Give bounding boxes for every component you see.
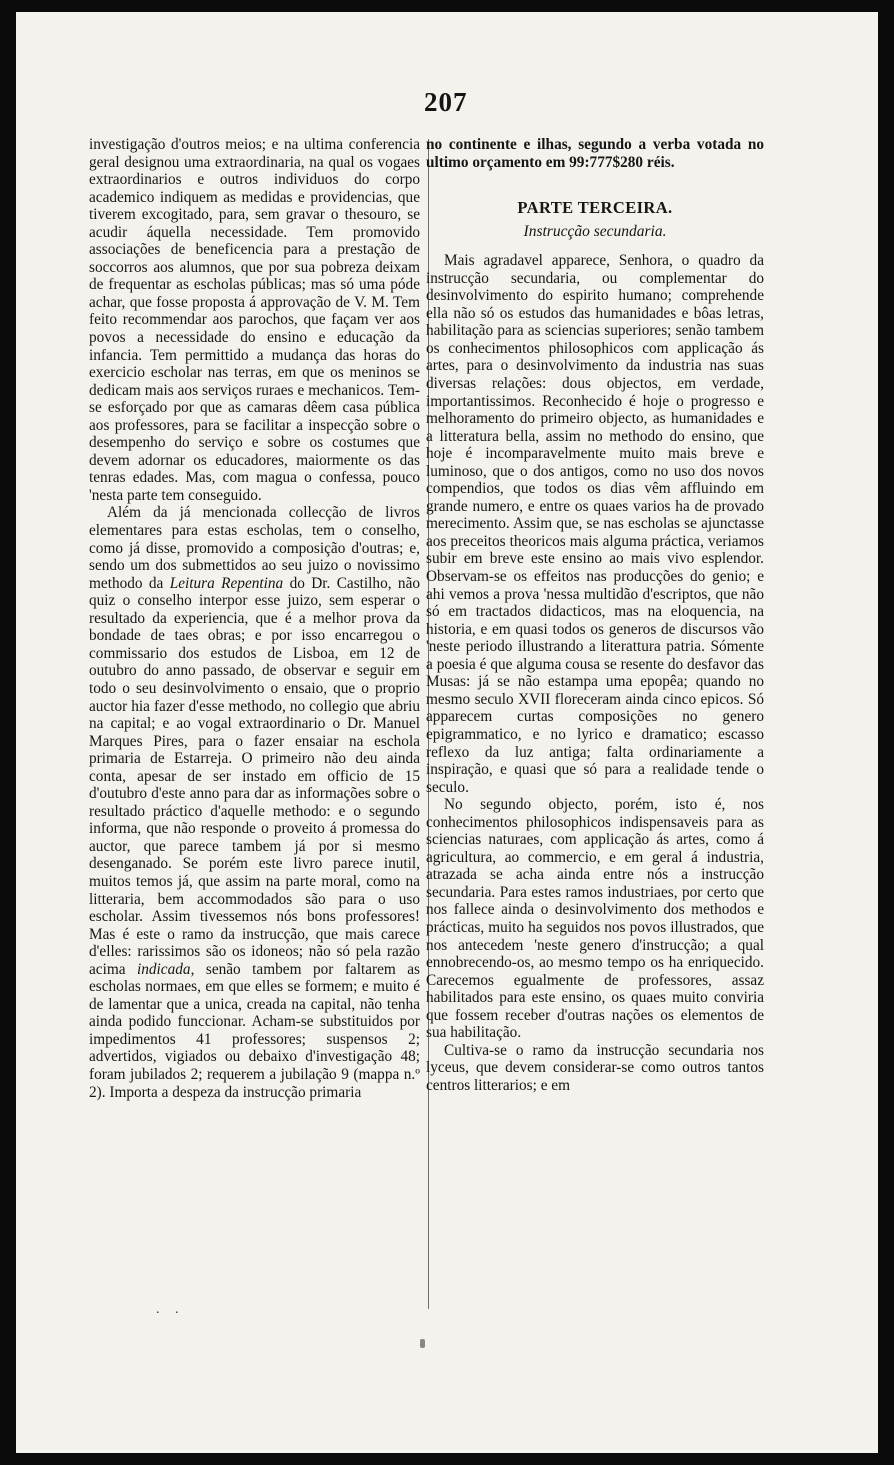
book-title-leitura-repentina: Leitura Repentina [169, 574, 284, 592]
section-subtitle: Instrucção secundaria. [523, 222, 667, 240]
left-column [89, 136, 420, 1101]
left-paragraph-2 [89, 504, 420, 1101]
left-paragraph-1: investigação d'outros meios; e na ultima conferencia geral designou uma extraordinaria, na qual os vogaes extraordinarios e outros individuos do corpo academico indiquem as medidas e providencias, que tiverem excogitado, para, sem gravar o thesouro, se acudir áquella necessidade. Tem promovido associações de beneficencia para a prestação de soccorros aos alumnos, que por sua pobreza deixam de frequentar as escholas públicas; mas só uma póde achar, que fosse proposta á approvação de V. M. Tem feito recommendar aos parochos, que façam ver aos povos a necessidade do ensino e educação da infancia. Tem permittido a mudança das horas do exercicio escholar nas terras, em que os meninos se dedicam mais aos serviços ruraes e mechanicos. Tem-se esforçado por que as camaras dêem casa pública aos professores, para se facilitar a inspecção sobre o desempenho do serviço e sobre os costumes que devem adornar os educadores, maiormente os das tenras edades. Mas, com magua o confessa, pouco 'nesta parte tem conseguido. [89, 136, 420, 504]
page-number: 207 [424, 87, 468, 117]
right-column [426, 136, 764, 1094]
italic-indicada: indicada [137, 960, 191, 978]
document-page [16, 12, 878, 1453]
right-paragraph-1: Mais agradavel apparece, Senhora, o quadro da instrucção secundaria, ou complementar do desinvolvimento do espirito humano; comprehende ella não só os estudos das humanidades e bôas letras, habilitação para as sciencias superiores; senão tambem os conhecimentos philosophicos com applicação ás artes, para o desinvolvimento da industria nas suas diversas relações: dous objectos, em verdade, importantissimos. Reconhecido é hoje o progresso e melhoramento do primeiro objecto, as humanidades e a litteratura bella, assim no methodo do ensino, que hoje é incomparavelmente muito mais breve e luminoso, que o dos antigos, como no uso dos novos compendios, que todos os dias vêm affluindo em grande numero, e entre os quaes varios ha de provado merecimento. Assim que, se nas escholas se ajunctasse aos preceitos theoricos mais alguma práctica, veriamos subir em breve este ensino ao mais vivo esplendor. Observam-se os effeitos nas producções do genio; e ahi vemos a prova 'nessa multidão d'escriptos, que não só em tractados didacticos, mas na eloquencia, na historia, e em quasi todos os generos de discursos vão 'neste periodo illustrando a literattura patria. Sómente a poesia é que alguma cousa se resente do desfavor das Musas: já se não estampa uma epopêa; quando no mesmo seculo XVII floreceram ainda cinco epicos. Só apparecem curtas composições no genero epigrammatico, e no lyrico e dramatico; escasso reflexo da luz antiga; falta ordinariamente a inspiração, e quasi que só para a realidade tende o seculo. [426, 252, 764, 796]
right-paragraph-3: Cultiva-se o ramo da instrucção secundaria nos lyceus, que devem considerar-se como outros tantos centros litterarios; e em [426, 1041, 764, 1094]
left-paragraph-2-text-b: do Dr. Castilho, não quiz o conselho interpor esse juizo, sem esperar o resultado da experiencia, que é a melhor prova da bondade de taes obras; e por isso encarregou o commissario dos estudos de Lisboa, em 12 de outubro do anno passado, de observar e seguir em todo o seu desinvolvimento o ensaio, que o proprio auctor hia fazer d'esse methodo, no collegio que abriu na capital; e ao vogal extraordinario o Dr. Manuel Marques Pires, para o fazer ensaiar na eschola primaria de Estarreja. O primeiro não deu ainda conta, apesar de ser instado em officio de 15 d'outubro d'este anno para dar as informações sobre o resultado práctico d'aquelle methodo: e o segundo informa, que não responde o proveito á promessa do auctor, que parece tambem já por si mesmo desenganado. Se porém este livro parece inutil, muitos temos já, que assim na parte moral, como na litteraria, bem accommodados são para o uso escholar. Assim tivessemos nós bons professores! Mas é este o ramo da instrucção, que mais carece d'elles: rarissimos são os idoneos; não só pela razão acima [89, 574, 421, 978]
right-continuation: no continente e ilhas, segundo a verba votada no ultimo orçamento em 99:777$280 réis. [426, 136, 764, 171]
left-paragraph-2-text-a: Além da já mencionada collecção de livros elementares para estas escholas, tem o conselho, como já disse, promovido a composição d'outras; e, sendo um dos submettidos ao seu juizo o novissimo methodo da [89, 504, 420, 592]
section-title: PARTE TERCEIRA. [517, 198, 673, 218]
ink-speck [420, 1339, 425, 1348]
left-paragraph-2-text-c: , senão tambem por faltarem as escholas normaes, em que elles se formem; e muito é de lamentar que a unica, creada na capital, não tenha ainda podido funccionar. Acham-se substituidos por impedimentos 41 professores; suspensos 2; advertidos, vigiados ou debaixo d'investigação 48; foram jubilados 2; requerem a jubilação 9 (mappa n.º 2). Importa a despeza da instrucção primaria [89, 960, 421, 1101]
footer-marks: . . [156, 1302, 185, 1317]
right-paragraph-2: No segundo objecto, porém, isto é, nos conhecimentos philosophicos indispensaveis para as sciencias naturaes, com applicação ás artes, como á agricultura, ao commercio, e em geral á industria, atrazada se acha ainda entre nós a instrucção secundaria. Para estes ramos industriaes, por certo que nos fallece ainda o desinvolvimento dos methodos e prácticas, muito ha seguidos nos povos illustrados, que nos antecedem 'neste genero d'instrucção; a qual ennobrecendo-os, ao mesmo tempo os ha enriquecido. Carecemos egualmente de professores, assaz habilitados para este ensino, os quaes muito conviria que fossem receber d'outras nações os elementos de sua habilitação. [426, 796, 764, 1042]
